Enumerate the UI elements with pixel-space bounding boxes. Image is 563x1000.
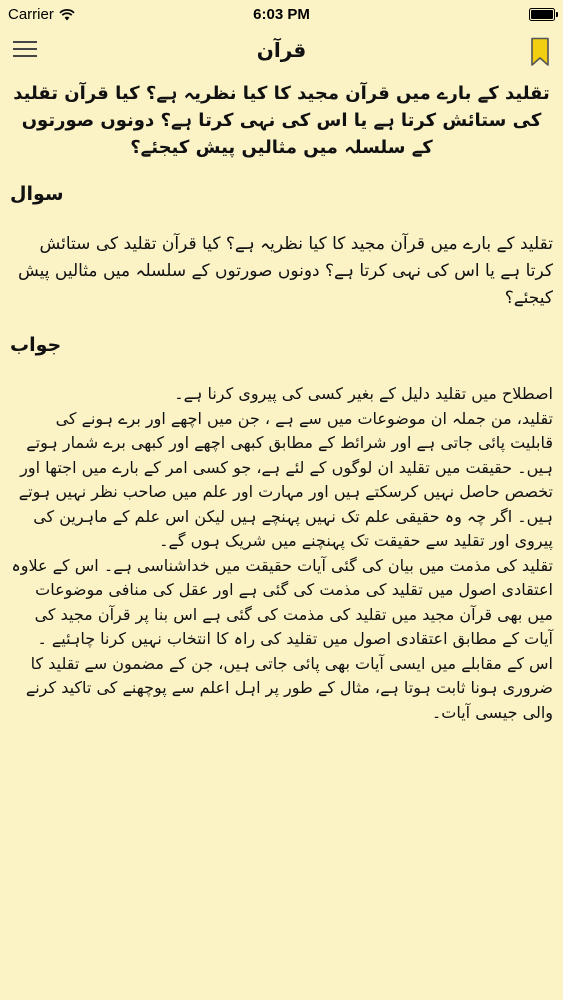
- answer-body: [10, 382, 553, 725]
- question-heading: سوال: [10, 183, 64, 205]
- battery-group: [529, 8, 555, 21]
- bookmark-button[interactable]: [529, 37, 551, 67]
- answer-paragraph: اصطلاح میں تقلید دلیل کے بغیر کسی کی پیروی کرنا ہے۔: [174, 384, 553, 403]
- bookmark-icon: [529, 37, 551, 67]
- status-bar: [0, 0, 563, 30]
- question-body: تقلید کے بارے میں قرآن مجید کا کیا نظریہ ہے؟ کیا قرآن تقلید کی ستائش کرتا ہے یا اس کی نہی کرتا ہے؟ دونوں صورتوں کے سلسلہ میں مثالیں پیش کیجئے؟: [17, 234, 553, 308]
- answer-heading: جواب: [10, 334, 62, 356]
- status-time: 6:03 PM: [253, 6, 310, 23]
- answer-paragraph: تقلید کی مذمت میں بیان کی گئی آیات حقیقت میں خداشناسی ہے۔ اس کے علاوہ اعتقادی اصول میں تقلید کی مذمت کی گئی ہے اور عقل کی منافی موضوعات میں بھی قرآن مجید میں تقلید کی مذمت کی گئی ہے اس بنا پر قرآن مجید کی آیات کے مطابق اعتقادی اصول میں تقلید کی راہ کا انتخاب نہیں کرنا چاہئیے ۔: [11, 555, 553, 648]
- carrier-label: Carrier: [8, 6, 54, 23]
- battery-icon: [529, 8, 555, 21]
- page-title: قرآن: [256, 38, 307, 62]
- question-title: تقلید کے بارے میں قرآن مجید کا کیا نظریہ ہے؟ کیا قرآن تقلید کی ستائش کرتا ہے یا اس کی نہی کرتا ہے؟ دونوں صورتوں کے سلسلہ میں مثالیں پیش کیجئے؟: [13, 83, 550, 158]
- article-content: [10, 80, 553, 725]
- answer-paragraph: اس کے مقابلے میں ایسی آیات بھی پائی جاتی ہیں، جن کے مضمون سے تقلید کا ضروری ہونا ثابت ہوتا ہے، مثال کے طور پر اہل اعلم سے پوچھنے کی تاکید کرنے والی جیسی آیات۔: [25, 653, 553, 722]
- answer-paragraph: تقلید، من جملہ ان موضوعات میں سے ہے ، جن میں اچھے اور برے ہونے کی قابلیت پائی جاتی ہے اور شرائط کے مطابق کبھی اچھے اور کبھی برے شمار ہوتے ہیں۔ حقیقت میں تقلید ان لوگوں کے لئے ہے، جو کسی امر کے بارے میں اجتھا اور تخصص حاصل نہیں کرسکتے ہیں اور مہارت اور علم میں صاحب نظر نہیں ہوتے ہیں۔ اگر چہ وہ حقیقی علم تک نہیں پہنچے ہیں لیکن اس علم کے ماہرین کی پیروی اور تقلید سے حقیقت تک پہنچنے میں شریک ہوں گے۔: [18, 408, 553, 550]
- navigation-bar: [0, 30, 563, 74]
